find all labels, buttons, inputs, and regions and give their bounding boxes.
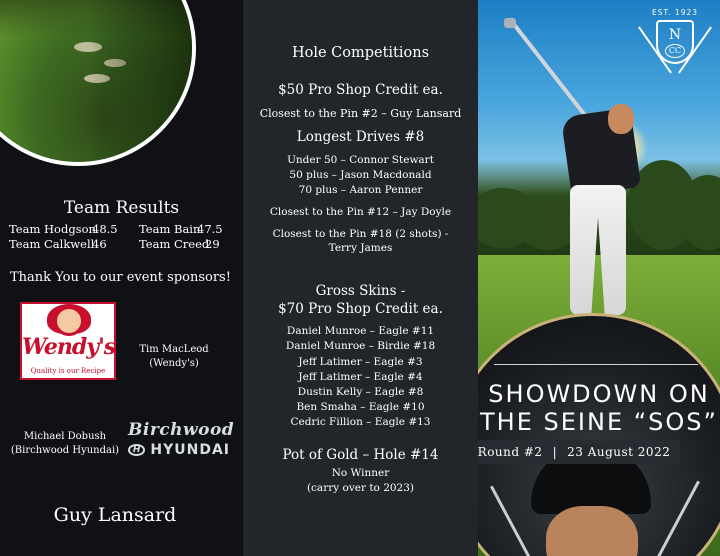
- hyundai-icon: H: [128, 444, 145, 456]
- club-logo: [636, 8, 714, 82]
- closest-pin-2: Closest to the Pin #2 – Guy Lansard: [259, 107, 462, 120]
- sponsor-company: (Wendy's): [149, 358, 199, 369]
- team-name: Team Creed: [139, 237, 210, 251]
- golfer-head-shape: [608, 104, 634, 134]
- logo-cc-text: CC: [665, 44, 685, 58]
- birchwood-hyundai-logo: [128, 420, 235, 458]
- gross-skins-title: Gross Skins -: [315, 283, 406, 299]
- hole-competitions-title: Hole Competitions: [291, 45, 430, 61]
- pot-of-gold-note: (carry over to 2023): [306, 482, 415, 494]
- wendys-logo-text: Wendy's: [22, 334, 116, 360]
- logo-est-text: EST. 1923: [651, 8, 699, 17]
- skin-result: Cedric Fillion – Eagle #13: [290, 416, 431, 428]
- tree-shape: [518, 200, 578, 250]
- round-divider: |: [552, 445, 558, 459]
- credit-heading: $50 Pro Shop Credit ea.: [278, 82, 443, 98]
- birchwood-logo-text: Birchwood: [128, 420, 235, 440]
- sponsors-thanks: Thank You to our event sponsors!: [10, 270, 231, 285]
- face-shape: [546, 506, 638, 556]
- shadow-shape: [89, 0, 192, 162]
- closest-pin-12: Closest to the Pin #12 – Jay Doyle: [269, 206, 452, 218]
- footer-name: Guy Lansard: [53, 504, 177, 526]
- wendys-logo: [20, 302, 116, 380]
- logo-n-text: N: [668, 27, 682, 43]
- round-label: Round #2: [478, 445, 543, 459]
- team-score: 46: [92, 237, 107, 251]
- event-date: 23 August 2022: [567, 445, 671, 459]
- event-title-line2: THE SEINE “SOS”: [480, 408, 718, 436]
- club-head-shape: [504, 18, 516, 28]
- drive-result: Under 50 – Connor Stewart: [287, 154, 434, 166]
- team-score: 29: [205, 237, 220, 251]
- team-name: Team Hodgson: [9, 222, 96, 236]
- gross-skins-credit: $70 Pro Shop Credit ea.: [278, 301, 443, 317]
- skin-result: Daniel Munroe – Eagle #11: [286, 325, 435, 337]
- team-name: Team Bain: [139, 222, 201, 236]
- skin-result: Dustin Kelly – Eagle #8: [297, 386, 424, 398]
- skin-result: Jeff Latimer – Eagle #3: [298, 356, 423, 368]
- skin-result: Daniel Munroe – Birdie #18: [285, 340, 436, 352]
- longest-drives-title: Longest Drives #8: [296, 129, 425, 145]
- sponsor-contact: Michael Dobush: [23, 431, 107, 442]
- sponsor-contact: Tim MacLeod: [139, 344, 209, 355]
- sponsor-company: (Birchwood Hyundai): [10, 445, 120, 456]
- iron-club-shape: [490, 486, 535, 556]
- team-score: 47.5: [197, 222, 223, 236]
- team-results-title: Team Results: [63, 198, 180, 218]
- left-panel: [0, 0, 243, 556]
- round-date-bar: [478, 440, 680, 464]
- closest-pin-18-name: Terry James: [328, 242, 393, 254]
- wendy-face-shape: [54, 306, 84, 336]
- event-title-line1: SHOWDOWN ON: [488, 380, 710, 408]
- pot-of-gold-title: Pot of Gold – Hole #14: [282, 447, 439, 463]
- drive-result: 70 plus – Aaron Penner: [298, 184, 423, 196]
- right-panel: [478, 0, 720, 556]
- closest-pin-18: Closest to the Pin #18 (2 shots) -: [272, 228, 449, 240]
- iron-club-shape: [655, 481, 700, 556]
- golf-course-photo: [0, 0, 196, 166]
- wendys-logo-tagline: Quality is our Recipe: [30, 367, 106, 375]
- skin-result: Jeff Latimer – Eagle #4: [298, 371, 423, 383]
- skin-result: Ben Smaha – Eagle #10: [296, 401, 425, 413]
- shield-icon: [656, 20, 694, 64]
- middle-panel: [243, 0, 478, 556]
- drive-result: 50 plus – Jason Macdonald: [289, 169, 432, 181]
- team-name: Team Calkwell: [9, 237, 95, 251]
- team-score: 48.5: [92, 222, 118, 236]
- hyundai-logo-text: HYUNDAI: [150, 442, 230, 458]
- pot-of-gold-result: No Winner: [331, 467, 390, 479]
- title-divider: [494, 364, 698, 365]
